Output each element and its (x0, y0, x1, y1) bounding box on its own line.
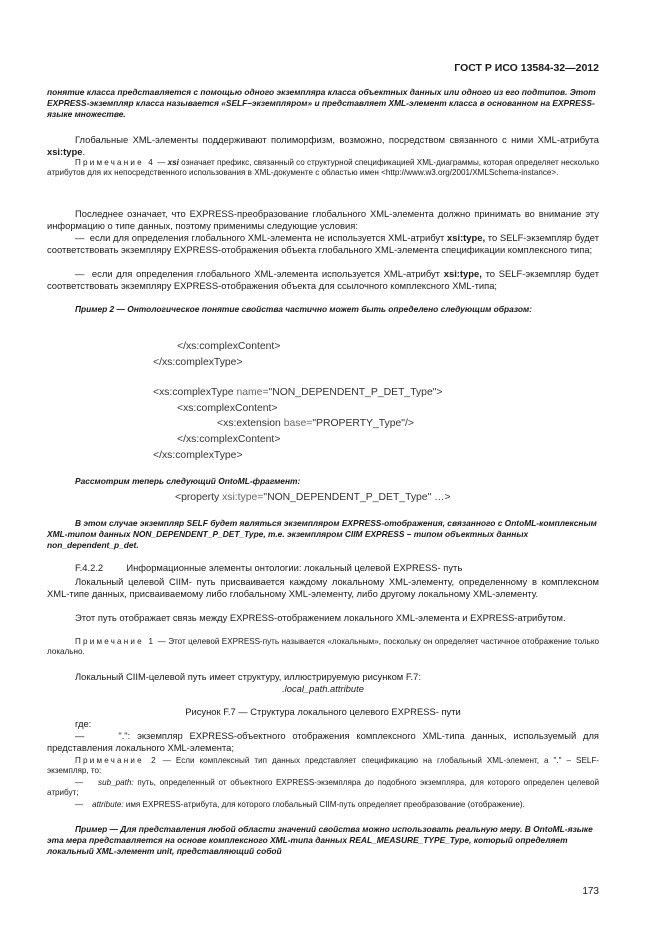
example-last: Пример — Для представления любой области значений свойства можно использовать реальную меру. В OntoML-языке эта мера представляется на основе комплексного XML-типа данных REAL_MEASURE_TYPE_Type, который определяет локальный XML-элемент unit, представляющий собой (47, 824, 593, 857)
section-number: F.4.2.2 (75, 562, 104, 573)
xml-line: </xs:complexType> (153, 356, 243, 368)
xml-line: <xs:complexContent> (177, 402, 278, 414)
figure-caption: Рисунок F.7 — Структура локального целевого EXPRESS- пути (185, 706, 461, 717)
note-2-label: Примечание 2 (75, 756, 158, 765)
xml-line: </xs:complexContent> (177, 341, 281, 352)
ontoml-fragment: <property xsi:type="NON_DEPENDENT_P_DET_Type" …> (175, 492, 451, 503)
note-4: Примечание 4 — xsi означает префикс, связанный со структурной спецификацией XML-диаграммы, которая определяет несколько атрибутов для их непосредственного использования в XML-документе с областью имен <http://www.w3.org/2001/XMLSchema-instance>. (47, 158, 600, 178)
xml-line: </xs:complexType> (153, 449, 243, 461)
sub-path-definition: — sub_path: путь, определенный от объектного EXPRESS-экземпляра до подобного экземпляра, для которого определен целевой атрибут; (47, 778, 599, 798)
local-path-paragraph-2: Этот путь отображает связь между EXPRESS-отображением локального XML-элемента и EXPRESS-атрибутом. (75, 612, 566, 623)
global-elements-paragraph: Глобальные XML-элементы поддерживают полиморфизм, возможно, посредством связанного с ними XML-атрибута xsi:type. (47, 134, 599, 157)
note-4-term: xsi (167, 158, 179, 167)
path-formula: .local_path.attribute (282, 683, 364, 694)
condition-2: — если для определения глобального XML-элемента используется XML-атрибут xsi:type, то SELF-экземпляр будет соответствовать экземпляру EXPRESS-отображения объекта для ссылочного комплексного XML-типа; (47, 268, 599, 291)
xml-line: </xs:complexContent> (177, 433, 281, 445)
local-path-paragraph-1: Локальный целевой CIIM- путь присваивается каждому локальному XML-элементу, определенному в комплексном XML-типе данных, присваиваемому либо глобальному XML-элементу, либо другому локальному XML-элементу. (47, 576, 599, 599)
note-1: Примечание 1 — Этот целевой EXPRESS-путь называется «локальным», поскольку он определяет частичное отображение только локально. (47, 637, 600, 657)
page-number: 173 (582, 886, 599, 897)
case-bold-text: В этом случае экземпляр SELF будет являться экземпляром EXPRESS-отображения, связанного с OntoML-комплексным XML-типом данных NON_DEPENDENT_P_DET_Type, т.е. экземпляром CIIM EXPRESS – типом объектных данных non_dependent_p_det. (47, 518, 597, 551)
where-label: где: (75, 718, 92, 729)
xml-line: <xs:extension base="PROPERTY_Type"/> (217, 418, 414, 430)
last-means-paragraph: Последнее означает, что EXPRESS-преобразование глобального XML-элемента должно принимать во внимание эту информацию о типе данных, поэтому применимы следующие условия: (47, 208, 599, 231)
condition-1: — если для определения глобального XML-элемента не используется XML-атрибут xsi:type, то SELF-экземпляр будет соответствовать экземпляру EXPRESS-отображения объекта глобального XML-элемента спецификации комплексного типа; (47, 232, 599, 255)
attribute-definition: — attribute: имя EXPRESS-атрибута, для которого глобальный CIIM-путь определяет преобразование (отображение). (75, 800, 525, 809)
example-2: Пример 2 — Онтологическое понятие свойства частично может быть определено следующим образом: (75, 304, 532, 314)
where-dot-definition: — ".": экземпляр EXPRESS-объектного отображения комплексного XML-типа данных, используемый для представления локального XML-элемента; (47, 730, 600, 753)
note-1-label: Примечание 1 (75, 637, 156, 646)
consider-text: Рассмотрим теперь следующий OntoML-фрагмент: (75, 476, 301, 486)
xsi-type-term: xsi:type (47, 145, 83, 157)
section-heading (75, 562, 599, 574)
note-2: Примечание 2 — Если комплексный тип данных представляет спецификацию на глобальный XML-элемент, а "." – SELF-экземпляр, то: (47, 756, 599, 776)
local-structure-text: Локальный CIIM-целевой путь имеет структуру, иллюстрируемую рисунком F.7: (75, 671, 421, 682)
xml-code-block (47, 339, 599, 463)
section-title: Информационные элементы онтологии: локальный целевой EXPRESS- путь (126, 562, 463, 573)
intro-bold-text: понятие класса представляется с помощью одного экземпляра класса объектных данных или одного из его подтипов. Этот EXPRESS-экземпляр класса называется «SELF–экземпляром» и представляет XML-элемент класса в основанном на EXPRESS-языке множестве. (47, 87, 596, 120)
xml-line: <xs:complexType name="NON_DEPENDENT_P_DET_Type"> (153, 387, 443, 399)
document-header: ГОСТ Р ИСО 13584-32—2012 (454, 62, 599, 74)
note-4-label: Примечание 4 (75, 158, 156, 167)
